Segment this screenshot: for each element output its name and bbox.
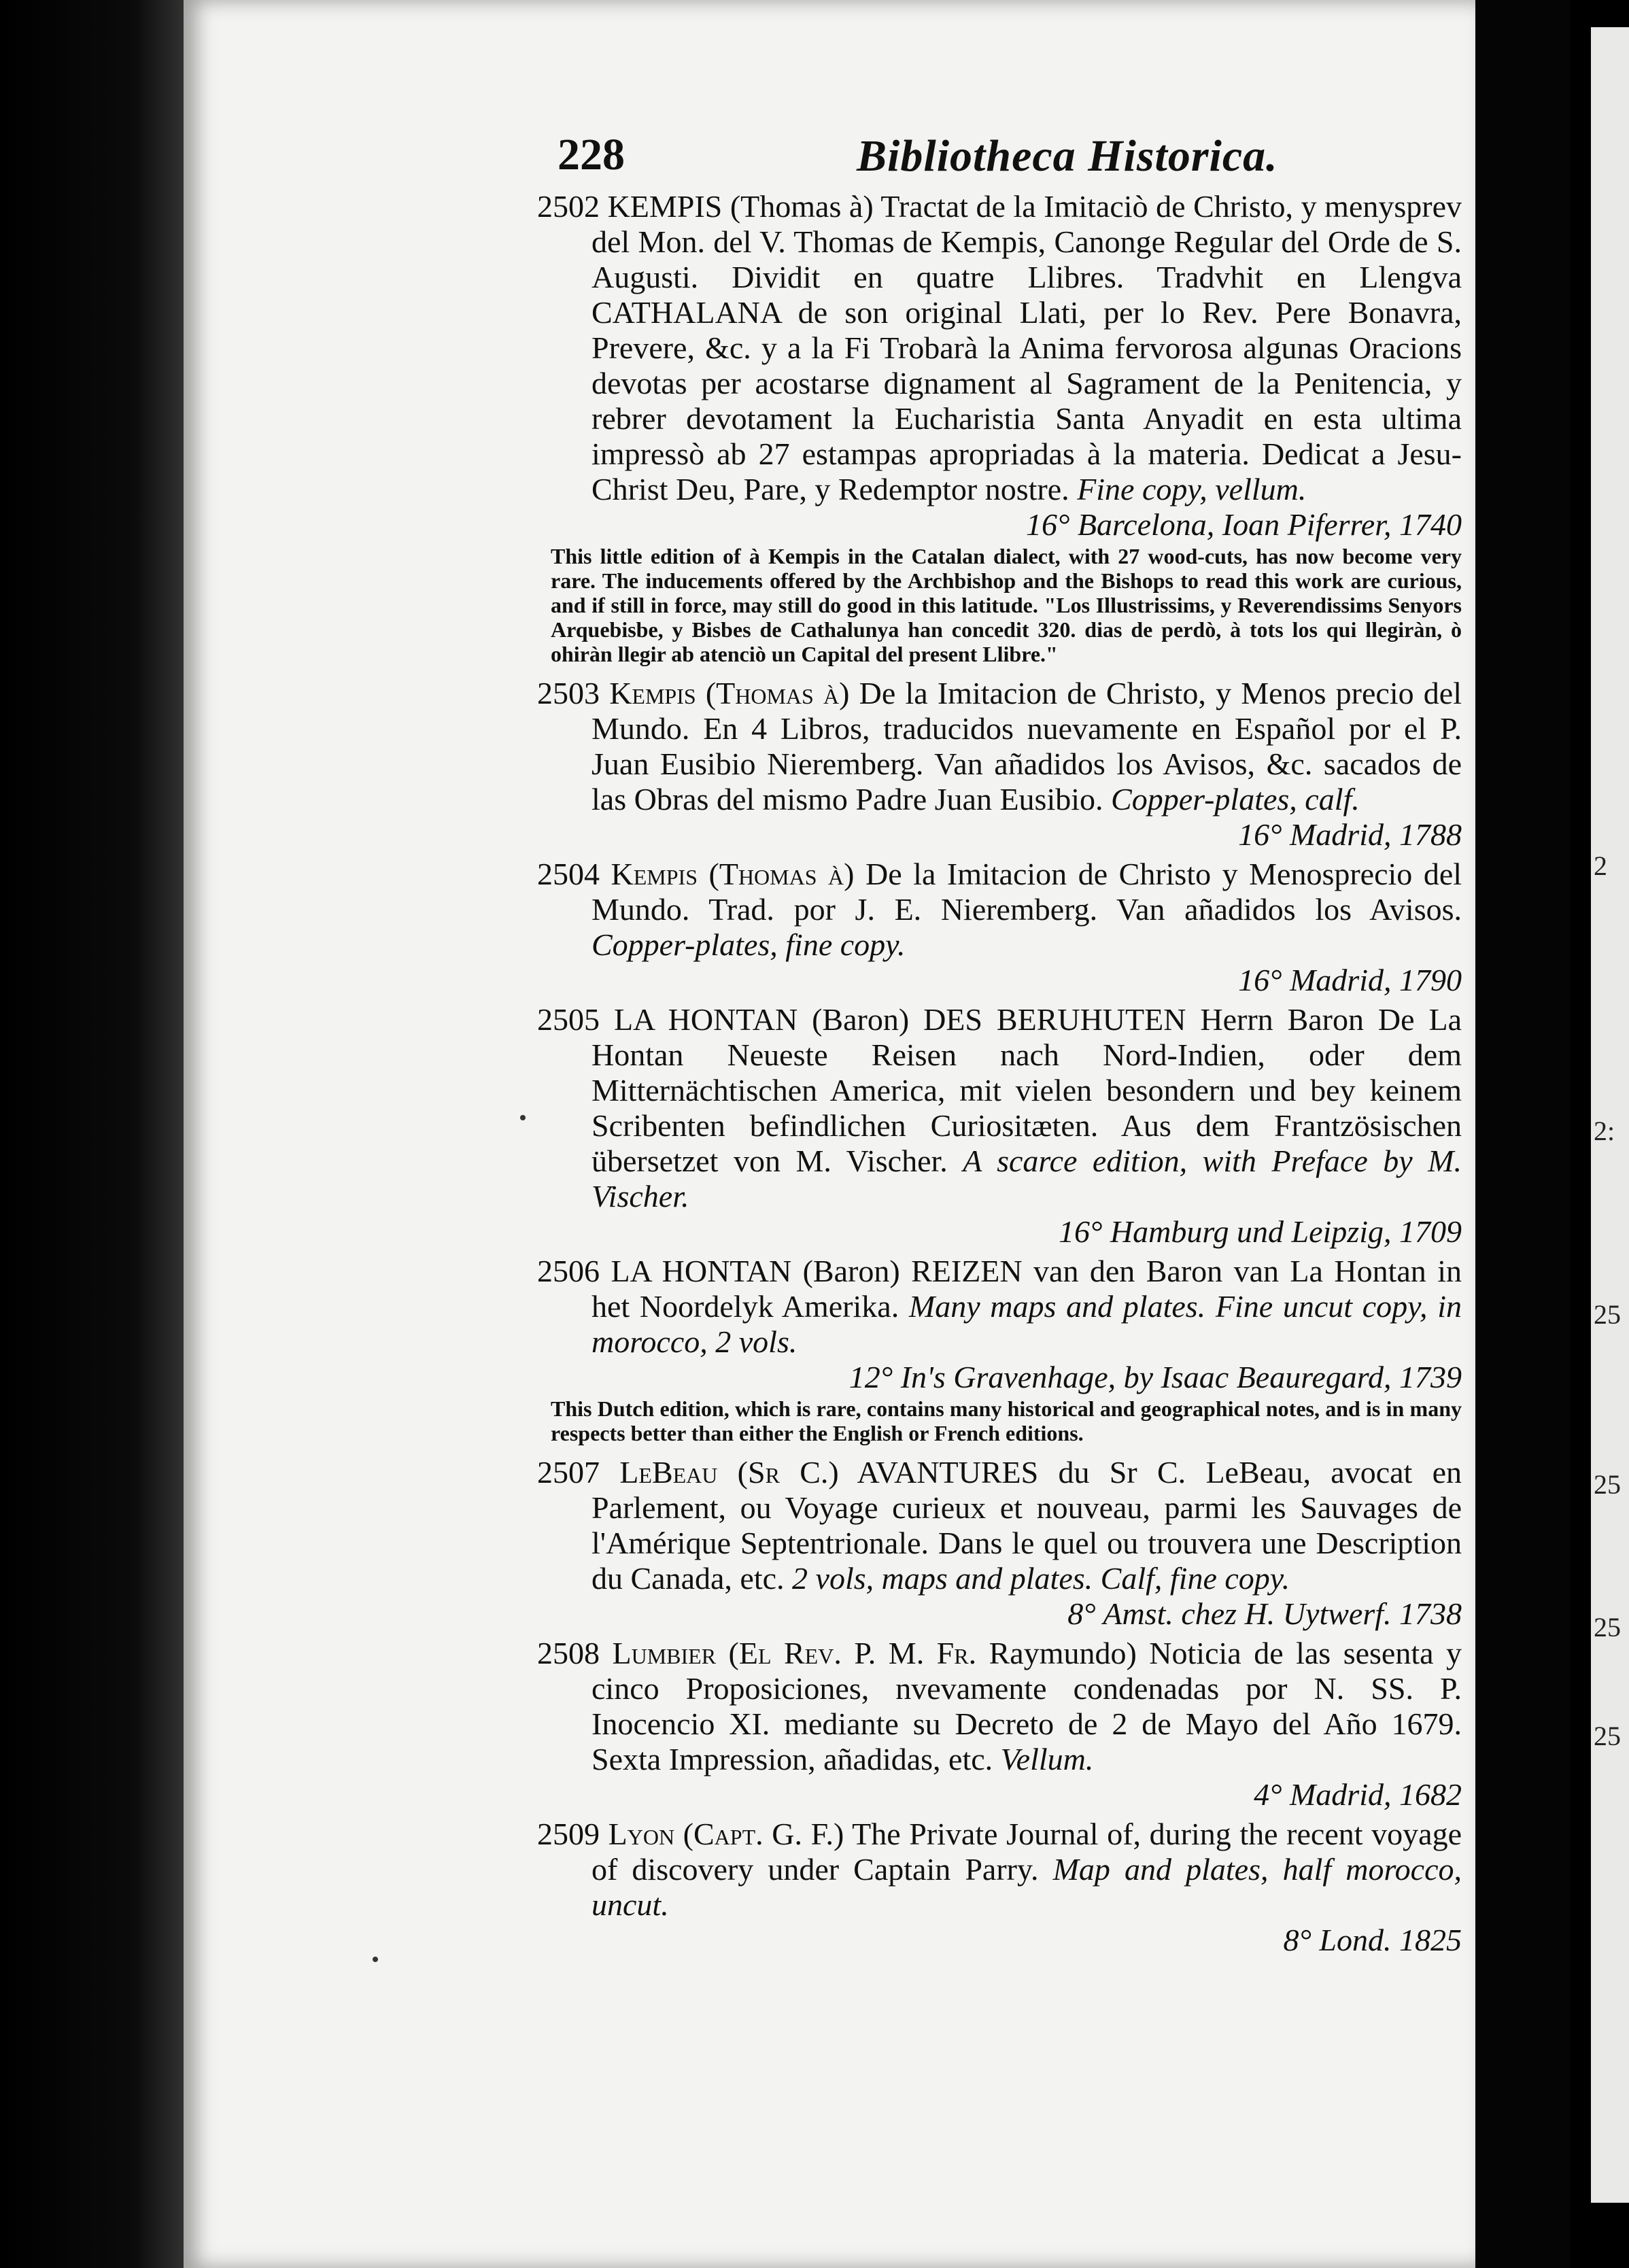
entry-title: De la Imitacion de Christo, y Menos precio del Mundo. En 4 Libros, traducidos nuevamente en Español por el P. Juan Eusibio Nieremberg. Van añadidos los Avisos, &c. sacados de las Obras del mismo Padre Juan Eusibio. xyxy=(591,676,1462,817)
entry-condition: 2 vols, maps and plates. Calf, fine copy. xyxy=(792,1561,1290,1596)
entry-title: Tractat de la Imitaciò de Christo, y menysprev del Mon. del V. Thomas de Kempis, Canonge Regular del Orde de S. Augusti. Dividit en quatre Llibres. Tradvhit en Llengva CATHALANA de son original Llati, per lo Rev. Pere Bonavra, Prevere, &c. y a la Fi Trobarà la Anima fervorosa algunas Oracions devotas per acostarse dignament al Sagrament de la Penitencia, y rebrer devotament la Eucharistia Santa Anyadit en esta ultima impressò ab 27 estampas apropriadas à la materia. Dedicat a Jesu-Christ Deu, Pare, y Redemptor nostre. xyxy=(591,189,1462,506)
entry-number: 2508 xyxy=(537,1636,600,1670)
catalogue-entry xyxy=(537,857,1462,998)
entry-author: LA HONTAN (Baron) xyxy=(613,1002,910,1037)
entry-imprint: 16° Hamburg und Leipzig, 1709 xyxy=(1059,1214,1462,1249)
facing-fragment: 25 xyxy=(1594,1721,1621,1751)
entry-author: Lyon (Capt. G. F.) xyxy=(608,1817,844,1851)
entry-condition: Map and plates, half morocco, uncut. xyxy=(591,1852,1462,1922)
facing-fragment: 25 xyxy=(1594,1299,1621,1330)
facing-fragment: 2 xyxy=(1594,850,1607,881)
catalogue-entry xyxy=(537,189,1462,666)
ink-speck xyxy=(373,1957,378,1962)
entry-title: The Private Journal of, during the recent voyage of discovery under Captain Parry. xyxy=(591,1817,1462,1887)
entry-number: 2502 xyxy=(537,189,600,224)
entry-title: Raymundo) Noticia de las sesenta y cinco Proposiciones, nvevamente condenadas por N. SS. P. Inocencio XI. mediante su Decreto de 2 de Mayo del Año 1679. Sexta Impression, añadidas, etc. xyxy=(591,1636,1462,1776)
catalogue-entry xyxy=(537,676,1462,853)
entry-author: KEMPIS (Thomas à) xyxy=(607,189,874,224)
entry-number: 2503 xyxy=(537,676,600,710)
catalogue-entry xyxy=(537,1254,1462,1445)
entry-note: This little edition of à Kempis in the Catalan dialect, with 27 wood-cuts, has now become very rare. The inducements offered by the Archbishop and the Bishops to read this work are curious, and if still in force, may still do good in this latitude. "Los Illustrissims, y Reverendissims Senyors Arquebisbe, y Bisbes de Cathalunya han concedit 320. dias de perdò, à tots los qui llegiràn, ò ohiràn llegir ab atenciò un Capital del present Llibre." xyxy=(551,544,1462,666)
entry-author: Kempis (Thomas à) xyxy=(611,857,855,891)
entry-condition: A scarce edition, with Preface by M. Vischer. xyxy=(591,1144,1462,1214)
entry-author: Lumbier (El Rev. P. M. Fr. xyxy=(612,1636,977,1670)
entry-title: DES BERUHUTEN Herrn Baron De La Hontan Neueste Reisen nach Nord-Indien, oder dem Mitternächtischen America, mit vielen besondern und bey keinem Scribenten befindlichen Curiositæten. Aus dem Frantzösischen übersetzet von M. Vischer. xyxy=(591,1002,1462,1178)
entry-author: LA HONTAN (Baron) xyxy=(611,1254,900,1288)
entry-author: LeBeau (Sr C.) xyxy=(619,1455,839,1490)
entry-number: 2505 xyxy=(537,1002,600,1037)
entry-note: This Dutch edition, which is rare, contains many historical and geographical notes, and is in many respects better than either the English or French editions. xyxy=(551,1396,1462,1445)
entry-imprint: 4° Madrid, 1682 xyxy=(1254,1777,1462,1812)
entry-condition: Vellum. xyxy=(1000,1742,1094,1776)
catalogue-entry xyxy=(537,1002,1462,1250)
running-title: Bibliotheca Historica. xyxy=(857,131,1278,181)
entry-imprint: 8° Lond. 1825 xyxy=(1283,1923,1462,1957)
entry-imprint: 16° Barcelona, Ioan Piferrer, 1740 xyxy=(1025,507,1462,542)
entry-title: AVANTURES du Sr C. LeBeau, avocat en Parlement, ou Voyage curieux et nouveau, parmi les Sauvages de l'Amérique Septentrionale. Dans le quel ou trouvera une Description du Canada, etc. xyxy=(591,1455,1462,1596)
entry-condition: Copper-plates, fine copy. xyxy=(591,927,906,962)
entry-imprint: 12° In's Gravenhage, by Isaac Beauregard, 1739 xyxy=(848,1360,1462,1394)
entry-number: 2507 xyxy=(537,1455,600,1490)
page-number: 228 xyxy=(558,130,625,179)
facing-fragment: 25 xyxy=(1594,1469,1621,1500)
entry-condition: Many maps and plates. Fine uncut copy, in morocco, 2 vols. xyxy=(591,1289,1462,1359)
entry-imprint: 16° Madrid, 1790 xyxy=(1238,963,1462,997)
ink-speck xyxy=(520,1115,526,1120)
facing-page-edge xyxy=(1591,27,1629,2203)
entry-title: De la Imitacion de Christo y Menosprecio del Mundo. Trad. por J. E. Nieremberg. Van añadidos los Avisos. xyxy=(591,857,1462,927)
entry-number: 2509 xyxy=(537,1817,600,1851)
facing-fragment: 2: xyxy=(1594,1116,1615,1146)
catalogue-entry xyxy=(537,1455,1462,1632)
entry-imprint: 16° Madrid, 1788 xyxy=(1238,817,1462,852)
catalogue-entry xyxy=(537,1636,1462,1812)
entry-number: 2506 xyxy=(537,1254,600,1288)
facing-fragment: 25 xyxy=(1594,1612,1621,1643)
catalogue-entry xyxy=(537,1817,1462,1958)
entry-imprint: 8° Amst. chez H. Uytwerf. 1738 xyxy=(1067,1596,1462,1631)
page-header xyxy=(558,129,1509,190)
entry-condition: Fine copy, vellum. xyxy=(1077,472,1307,506)
entry-number: 2504 xyxy=(537,857,600,891)
entry-condition: Copper-plates, calf. xyxy=(1111,782,1360,817)
entry-author: Kempis (Thomas à) xyxy=(609,676,850,710)
entry-title: REIZEN van den Baron van La Hontan in het Noordelyk Amerika. xyxy=(591,1254,1462,1324)
catalogue-entries xyxy=(537,189,1462,1962)
